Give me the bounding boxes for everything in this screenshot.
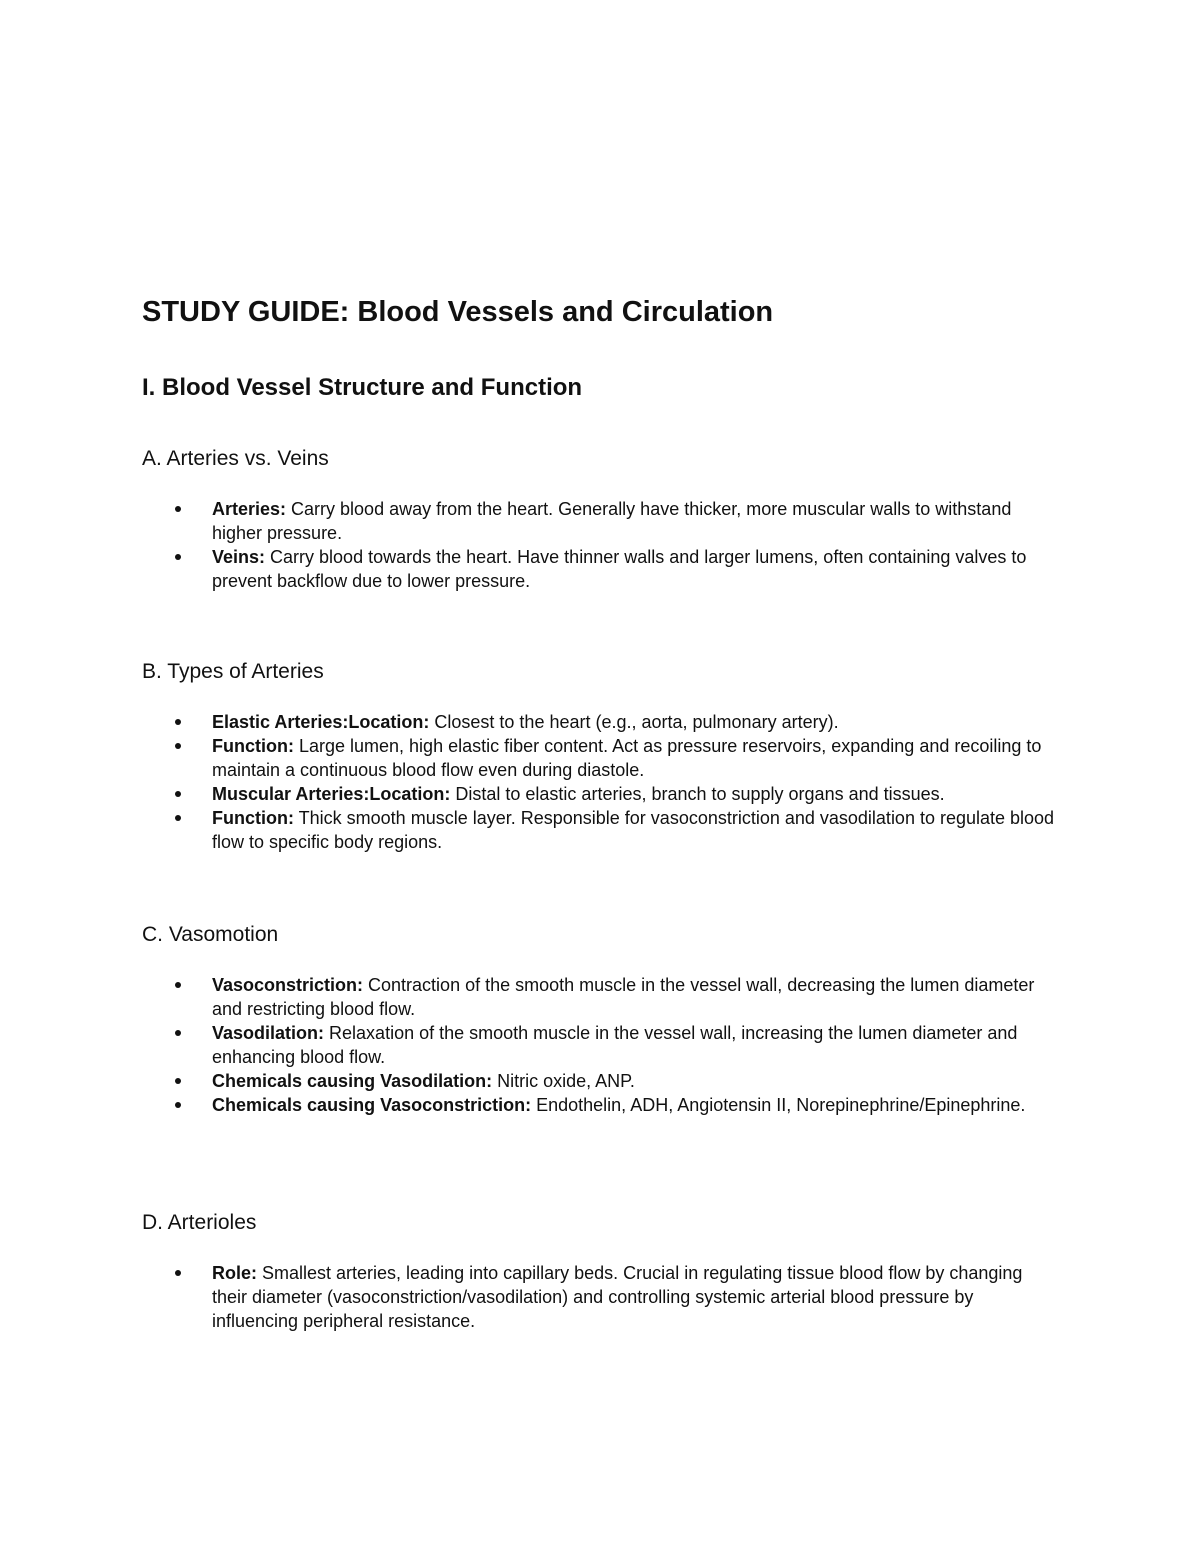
list-item — [142, 710, 1062, 734]
list-item — [142, 806, 1062, 854]
bullet-icon — [175, 1030, 181, 1036]
subsection-heading: C. Vasomotion — [142, 923, 279, 946]
subsection-heading: A. Arteries vs. Veins — [142, 447, 329, 470]
bullet-term: Vasodilation: — [212, 1023, 325, 1043]
bullet-icon — [175, 506, 181, 512]
bullet-text: Thick smooth muscle layer. Responsible for vasoconstriction and vasodilation to regulate blood flow to specific body regions. — [212, 808, 1055, 852]
bullet-text: Large lumen, high elastic fiber content. Act as pressure reservoirs, expanding and recoiling to maintain a continuous blood flow even during diastole. — [212, 736, 1042, 780]
bullet-icon — [175, 815, 181, 821]
bullet-icon — [175, 554, 181, 560]
list-item — [142, 545, 1062, 593]
subsection-heading: B. Types of Arteries — [142, 660, 324, 683]
bullet-icon — [175, 982, 181, 988]
bullet-text: Contraction of the smooth muscle in the vessel wall, decreasing the lumen diameter and restricting blood flow. — [212, 975, 1035, 1019]
bullet-text: Carry blood away from the heart. Generally have thicker, more muscular walls to withstand higher pressure. — [212, 499, 1012, 543]
bullet-term: Chemicals causing Vasodilation: — [212, 1071, 493, 1091]
list-item — [142, 782, 1062, 806]
bullet-term: Arteries: — [212, 499, 287, 519]
bullet-term: Veins: — [212, 547, 266, 567]
bullet-icon — [175, 1270, 181, 1276]
list-item — [142, 1093, 1062, 1117]
bullet-icon — [175, 791, 181, 797]
bullet-term: Function: — [212, 808, 294, 828]
subsection-arterioles — [142, 1209, 1082, 1333]
bullet-text: Closest to the heart (e.g., aorta, pulmonary artery). — [429, 712, 839, 732]
bullet-list — [142, 973, 1082, 1117]
bullet-term: Chemicals causing Vasoconstriction: — [212, 1095, 532, 1115]
subsection-heading: D. Arterioles — [142, 1211, 257, 1234]
bullet-term: Vasoconstriction: — [212, 975, 364, 995]
list-item — [142, 1261, 1062, 1333]
list-item — [142, 1069, 1062, 1093]
bullet-icon — [175, 1102, 181, 1108]
bullet-list — [142, 710, 1082, 854]
bullet-text: Carry blood towards the heart. Have thinner walls and larger lumens, often containing valves to prevent backflow due to lower pressure. — [212, 547, 1027, 591]
bullet-text: Relaxation of the smooth muscle in the vessel wall, increasing the lumen diameter and enhancing blood flow. — [212, 1023, 1018, 1067]
bullet-text: Nitric oxide, ANP. — [492, 1071, 635, 1091]
list-item — [142, 1021, 1062, 1069]
subsection-types-of-arteries — [142, 658, 1082, 854]
bullet-list — [142, 497, 1082, 593]
bullet-term: Muscular Arteries:Location: — [212, 784, 451, 804]
bullet-text: Smallest arteries, leading into capillary beds. Crucial in regulating tissue blood flow by changing their diameter (vasoconstriction/vasodilation) and controlling systemic arterial blood pressure by influencing peripheral resistance. — [212, 1263, 1023, 1331]
bullet-text: Endothelin, ADH, Angiotensin II, Norepinephrine/Epinephrine. — [531, 1095, 1026, 1115]
list-item — [142, 497, 1062, 545]
bullet-term: Elastic Arteries:Location: — [212, 712, 430, 732]
bullet-icon — [175, 1078, 181, 1084]
bullet-icon — [175, 719, 181, 725]
bullet-term: Function: — [212, 736, 294, 756]
document-title: STUDY GUIDE: Blood Vessels and Circulation — [142, 296, 774, 328]
subsection-vasomotion — [142, 921, 1082, 1117]
list-item — [142, 734, 1062, 782]
bullet-term: Role: — [212, 1263, 257, 1283]
subsection-arteries-vs-veins — [142, 445, 1082, 593]
bullet-text: Distal to elastic arteries, branch to supply organs and tissues. — [450, 784, 945, 804]
list-item — [142, 973, 1062, 1021]
section-heading-structure-function: I. Blood Vessel Structure and Function — [142, 374, 583, 401]
bullet-list — [142, 1261, 1082, 1333]
bullet-icon — [175, 743, 181, 749]
